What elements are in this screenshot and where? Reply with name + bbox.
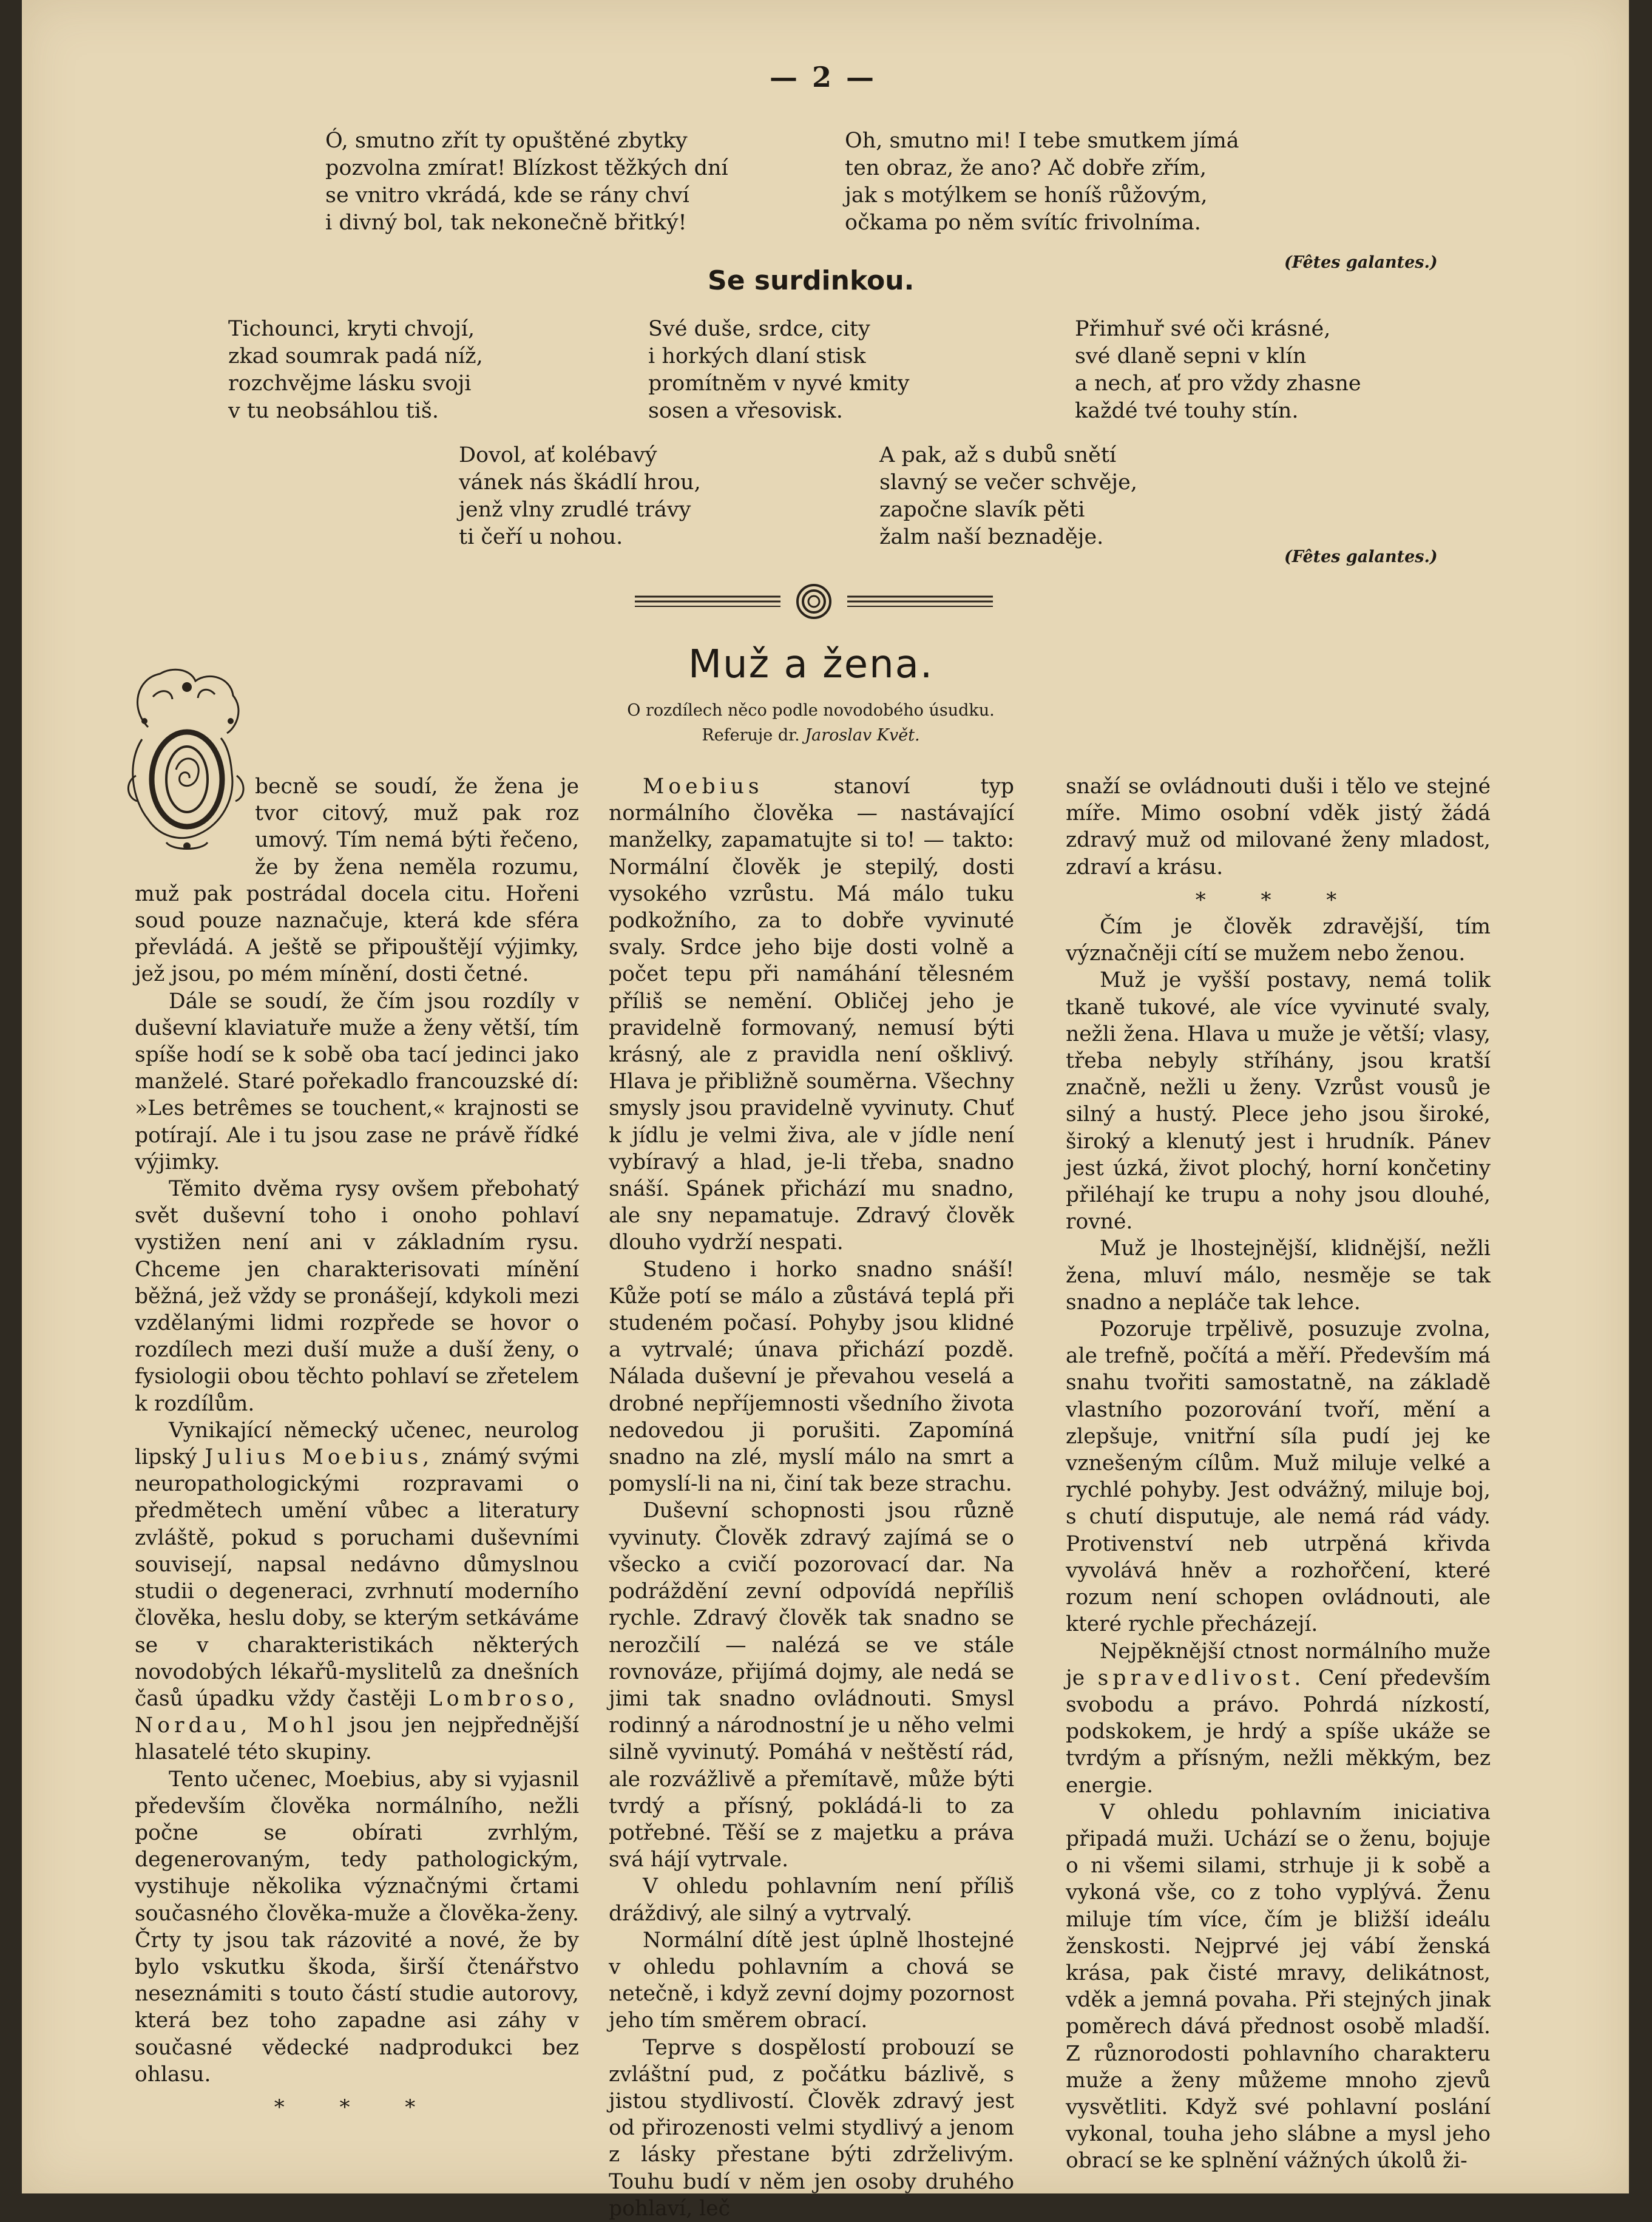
spaced-name: Moebius — [643, 774, 763, 799]
article-paragraph — [1066, 1638, 1491, 1799]
spaced-name: Lombroso, Nordau, Mohl — [135, 1686, 579, 1738]
poem-stanza-3 — [1075, 316, 1361, 425]
poem-stanza-1 — [228, 316, 483, 425]
text-run: Nejpěknější ctnost normálního muže je — [1066, 1639, 1491, 1690]
poem-line: očkama po něm svítíc frivolníma. — [845, 211, 1201, 235]
poem-line: a nech, ať pro vždy zhasne — [1075, 371, 1361, 396]
article-paragraph — [135, 1417, 579, 1766]
article-paragraph — [609, 773, 1014, 1256]
article-column-3 — [1066, 773, 1491, 2175]
article-paragraph: Teprve s dospělostí probouzí se zvláštní pud, z počátku bázlivě, s jistou stydlivostí. Člověk zdravý jest od přirozenosti velmi stydlivý a jenom z lásky přestane býti zdrželivým. Touhu budí v něm jen osoby druhého pohlaví, leč — [609, 2035, 1014, 2221]
article-paragraph: Duševní schopnosti jsou různě vyvinuty. Člověk zdravý zajímá se o všecko a cvičí pozorovací dar. Na podráždění zevní odpovídá nepříliš rychle. Zdravý člověk tak snadno se nerozčilí — nalézá se ve stále rovnováze, přijímá dojmy, ale nedá se jimi tak snadno ovládnouti. Smysl rodinný a národnostní je u něho velmi silně vyvinutý. Pomáhá v neštěstí rád, ale rozvážlivě a přemítavě, může býti tvrdý a přísný, pokládá-li to za potřebné. Těší se z majetku a práva svá hájí vytrvale. — [609, 1499, 1014, 1872]
text-run: Cení především svobodu a právo. Pohrdá nízkostí, podskokem, je hrdý a spíše ukáže se tvrdým a přísným, nežli měkkým, bez energie. — [1066, 1665, 1491, 1798]
article-paragraph: becně se soudí, že žena je tvor citový, muž pak roz umový. Tím nemá býti řečeno, že by žena neměla rozumu, muž pak postrádal docela citu. Hořeni soud pouze naznačuje, která kde sféra převládá. A ještě se připouštějí výjimky, jež jsou, po mém mínění, dosti četné. — [135, 774, 579, 987]
dropcap-o-ornament — [124, 660, 248, 855]
article-paragraph: Studeno i horko snadno snáší! Kůže potí se málo a zůstává teplá při studeném počasí. Pohyby jsou klidné a vytrvalé; únava přichází pozdě. Nálada duševní je převahou veselá a drobné nepříjemnosti všedního života nedovedou ji porušiti. Zapomíná snadno na zlé, myslí málo na smrt a pomyslí-li na ni, činí tak beze strachu. — [609, 1257, 1014, 1497]
poem-line: zkad soumrak padá níž, — [228, 344, 483, 368]
spaced-word: spravedlivost. — [1097, 1665, 1305, 1690]
article-paragraph: Muž je vyšší postavy, nemá tolik tkaně tukové, ale více vyvinuté svaly, nežli žena. Hlava u muže je větší; vlasy, třeba nebyly stříhány, jsou kratší značně, nežli u ženy. Vzrůst vousů je silný a hustý. Plece jeho jsou široké, široký a klenutý jest i hrudník. Pánev jest úzká, život plochý, horní končetiny přiléhají ke trupu a nohy jsou dlouhé, rovné. — [1066, 968, 1491, 1235]
poem-line: sosen a vřesovisk. — [648, 399, 843, 423]
poem-line: v tu neobsáhlou tiš. — [228, 399, 439, 423]
poem-line: i divný bol, tak nekonečně břitký! — [325, 211, 687, 235]
poem-stanza-4 — [459, 442, 701, 551]
article-paragraph: Muž je lhostejnější, klidnější, nežli žena, mluví málo, nesměje se tak snadno a nepláče tak lehce. — [1066, 1236, 1491, 1315]
poem-line: Ó, smutno zřít ty opuštěné zbytky — [325, 129, 688, 153]
article-paragraph: Těmito dvěma rysy ovšem přebohatý svět duševní toho i onoho pohlaví vystižen není ani v základním rysu. Chceme jen charakterisovati mínění běžná, jež vždy se pronášejí, kdykoli mezi vzdělanými lidmi rozpřede se hovor o rozdílech mezi duší muže a duší ženy, o fysiologii obou těchto pohlaví se zřetelem k rozdílům. — [135, 1177, 579, 1416]
poem-line: slavný se večer schvěje, — [879, 470, 1137, 495]
poem-line: A pak, až s dubů snětí — [879, 443, 1117, 467]
page-number: — 2 — — [769, 61, 877, 93]
poem-line: každé tvé touhy stín. — [1075, 399, 1299, 423]
poem-line: své dlaně sepni v klín — [1075, 344, 1307, 368]
article-paragraph: Tento učenec, Moebius, aby si vyjasnil především člověka normálního, nežli počne se obírati zvrhlým, degenerovaným, tedy pathologickým, vystihuje několika význačnými črtami současného člověka-muže a člověka-ženy. Črty ty jsou tak rázovité a nové, že by bylo vskutku škoda, širší čtenářstvo neseznámiti s touto částí studie autorovy, která bez toho zapadne asi záhy v současné vědecké nadprodukci bez ohlasu. — [135, 1767, 579, 2087]
poem-line: rozchvějme lásku svoji — [228, 371, 472, 396]
poem-top-credit: (Fêtes galantes.) — [1284, 253, 1438, 272]
text-run: stanoví typ normálního člověka — nastávající manželky, zapamatujte si to! — takto: Normální člověk je stepilý, dosti vysokého vzrůstu. Má málo tuku podkožního, za to dobře vyvinuté svaly. Srdce jeho bije dosti volně a počet tepu při namáhání tělesném příliš se nemění. Obličej jeho je pravidelně formovaný, nemusí býti krásný, ale z pravidla není ošklivý. Hlava je přibližně souměrna. Všechny smysly jsou pravidelně vyvinuty. Chuť k jídlu je velmi živa, ale v jídle není vybíravý a hlad, je-li třeba, snadno snáší. Spánek přichází mu snadno, ale sny nepamatuje. Zdravý člověk dlouho vydrží nespati. — [609, 774, 1014, 1255]
article-paragraph: V ohledu pohlavním iniciativa připadá muži. Uchází se o ženu, bojuje o ni všemi silami, strhuje ji k sobě a vykoná vše, co z toho vyplývá. Ženu miluje tím více, čím je bližší ideálu ženskosti. Nejprvé jej vábí ženská krása, pak čisté mravy, delikátnost, vděk a jemná povaha. Při stejných jinak poměrech dává přednost osobě mladší. Z různorodosti pohlavního charakteru muže a ženy můžeme mnoho zjevů vysvětliti. Když své pohlavní poslání vykonal, touha jeho slábne a mysl jeho obrací se ke splnění vážných úkolů ži- — [1066, 1800, 1491, 2173]
article-column-2 — [609, 773, 1014, 2222]
article-paragraph: V ohledu pohlavním není příliš dráždivý, ale silný a vytrvalý. — [609, 1874, 1014, 1926]
poem-line: jenž vlny zrudlé trávy — [459, 498, 691, 522]
article-title: Muž a žena. — [688, 642, 934, 687]
poem-line: vánek nás škádlí hrou, — [459, 470, 701, 495]
poem-line: žalm naší beznaděje. — [879, 525, 1104, 549]
poem-line: Přimhuř své oči krásné, — [1075, 317, 1331, 341]
newspaper-page — [22, 0, 1629, 2221]
article-column-1 — [135, 773, 579, 2121]
section-stars: * * * — [1195, 887, 1361, 912]
byline-prefix: Referuje dr. — [702, 726, 800, 745]
article-byline — [507, 726, 1114, 745]
ornament-divider — [635, 577, 993, 625]
poem-top-right-stanza — [845, 127, 1239, 237]
byline-author: Jaroslav Květ. — [805, 726, 920, 745]
poem-line: ti čeří u nohou. — [459, 525, 623, 549]
poem-line: se vnitro vkrádá, kde se rány chví — [325, 183, 689, 208]
article-paragraph: snaží se ovládnouti duši i tělo ve stejné míře. Mimo osobní vděk jistý žádá zdravý muž od milované ženy mladost, zdraví a krásu. — [1066, 774, 1491, 879]
poem-title: Se surdinkou. — [708, 265, 915, 296]
poem-line: pozvolna zmírat! Blízkost těžkých dní — [325, 156, 728, 180]
text-run: Vynikající německý učenec, neurolog lipský — [135, 1418, 579, 1470]
article-paragraph: Normální dítě jest úplně lhostejné v ohledu pohlavním a chová se netečně, i když zevní dojmy pozornost jeho tím směrem obrací. — [609, 1928, 1014, 2033]
poem-line: jak s motýlkem se honíš růžovým, — [845, 183, 1208, 208]
section-stars: * * * — [274, 2095, 440, 2119]
poem-line: i horkých dlaní stisk — [648, 344, 866, 368]
text-run: známý svými neuropathologickými rozpravami o předmětech umění vůbec a literatury zvláště, pokud s poruchami duševními souvisejí, napsal nedávno důmyslnou studii o degeneraci, zvrhnutí moderního člověka, heslu doby, se kterým setkáváme se v charakteristikách některých novodobých lékařů-myslitelů za dnešních časů úpadku vždy častěji — [135, 1445, 579, 1711]
poem-line: Dovol, ať kolébavý — [459, 443, 657, 467]
poem-line: započne slavík pěti — [879, 498, 1085, 522]
article-paragraph: Pozoruje trpělivě, posuzuje zvolna, ale trefně, počítá a měří. Především má snahu tvořiti samostatně, na základě vlastního pozorování tvoří, mění a zlepšuje, vnitřní síla pudí jej ke vznešeným cílům. Muž miluje velké a rychlé pohyby. Jest odvážný, miluje boj, s chutí disputuje, ale nemá rád vády. Protivenství neb utrpěná křivda vyvolává hněv a rozhořčení, které rozum není schopen ovládnouti, ale které rychle přecházejí. — [1066, 1317, 1491, 1637]
poem-line: promítněm v nyvé kmity — [648, 371, 910, 396]
poem-top-left-stanza — [325, 127, 728, 237]
poem-line: ten obraz, že ano? Ač dobře zřím, — [845, 156, 1207, 180]
poem-surdinkou-credit: (Fêtes galantes.) — [1284, 547, 1438, 566]
poem-line: Tichounci, kryti chvojí, — [228, 317, 475, 341]
poem-stanza-5 — [879, 442, 1137, 551]
spaced-name: Julius Moebius, — [205, 1445, 434, 1470]
text-run: jsou jen nejpřednější hlasatelé této skupiny. — [135, 1713, 580, 1765]
article-paragraph: Dále se soudí, že čím jsou rozdíly v duševní klaviatuře muže a ženy větší, tím spíše hodí se k sobě oba tací jedinci jako manželé. Staré pořekadlo francouzské dí: »Les betrêmes se touchent,« krajnosti se potírají. Ale i tu jsou zase ne právě řídké výjimky. — [135, 989, 579, 1174]
poem-line: Své duše, srdce, city — [648, 317, 870, 341]
poem-line: Oh, smutno mi! I tebe smutkem jímá — [845, 129, 1239, 153]
article-subtitle: O rozdílech něco podle novodobého úsudku. — [627, 701, 995, 720]
article-paragraph: Čím je člověk zdravější, tím význačněji cítí se mužem nebo ženou. — [1066, 915, 1491, 966]
poem-stanza-2 — [648, 316, 909, 425]
